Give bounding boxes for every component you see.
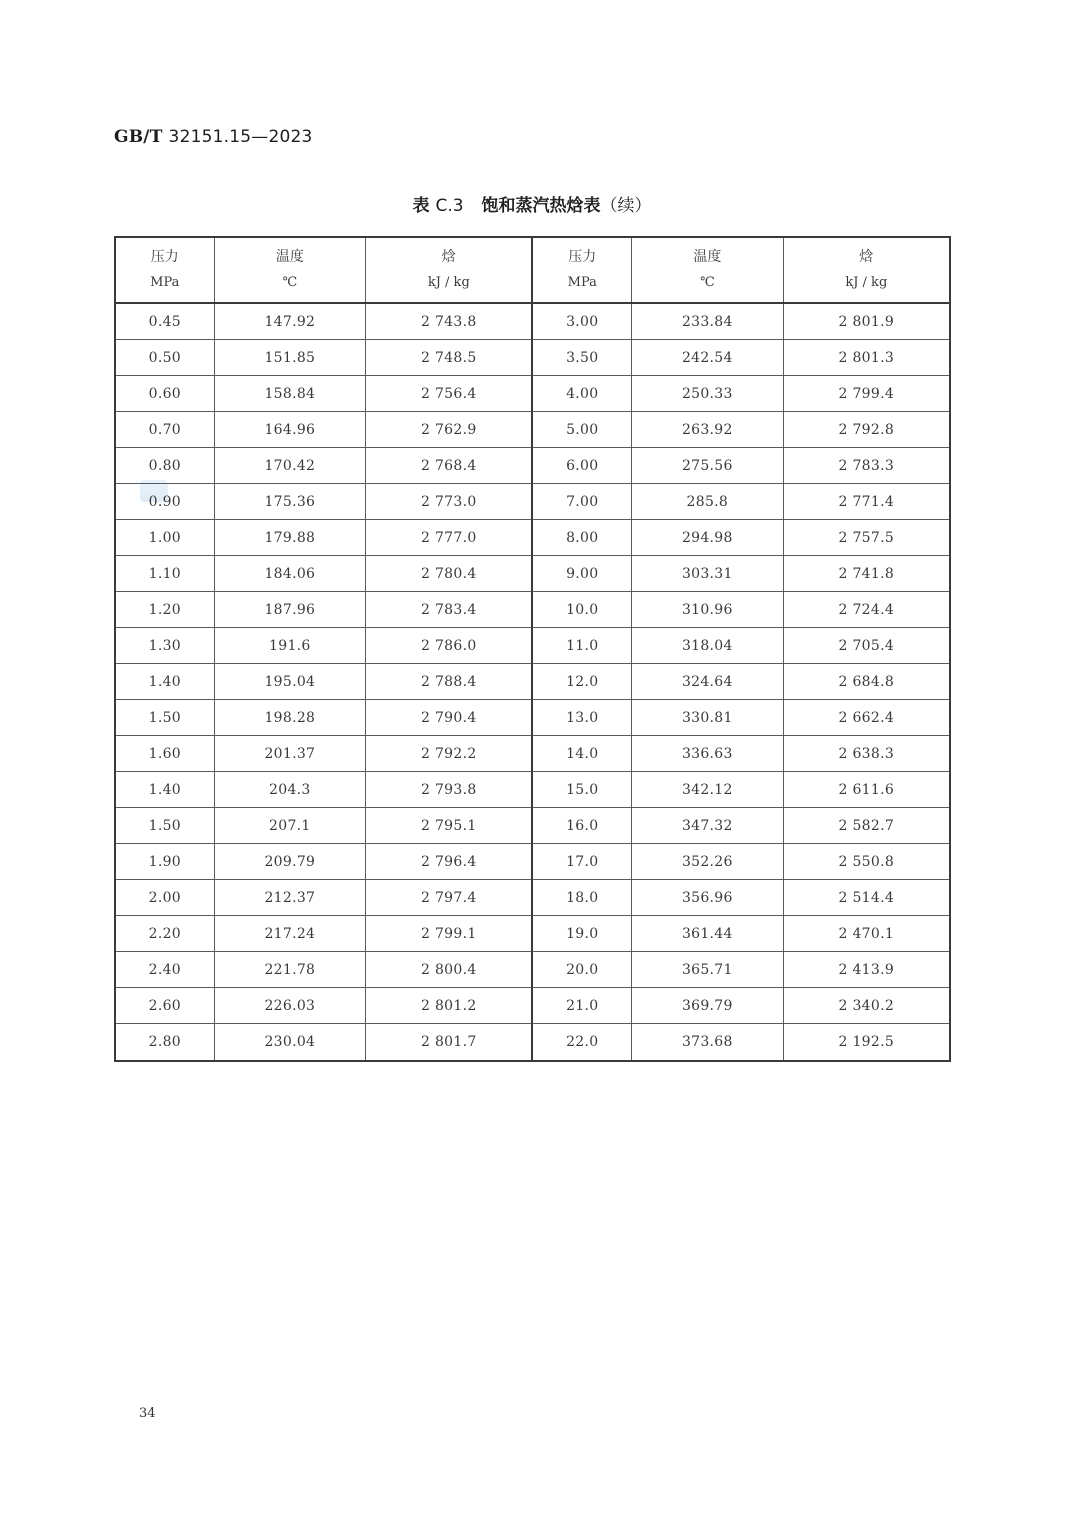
- table-cell: 191.6: [214, 628, 366, 664]
- table-cell: 0.60: [115, 376, 214, 412]
- table-row: [115, 952, 950, 988]
- table-cell: 0.45: [115, 303, 214, 340]
- table-row: [115, 303, 950, 340]
- table-cell: 5.00: [532, 412, 631, 448]
- table-row: [115, 484, 950, 520]
- table-cell: 1.40: [115, 772, 214, 808]
- table-cell: 2 783.3: [783, 448, 950, 484]
- standard-code: 32151.15—2023: [168, 127, 313, 147]
- table-cell: 10.0: [532, 592, 631, 628]
- table-cell: 2 768.4: [366, 448, 533, 484]
- table-cell: 209.79: [214, 844, 366, 880]
- table-cell: 2 796.4: [366, 844, 533, 880]
- table-cell: 151.85: [214, 340, 366, 376]
- table-cell: 294.98: [632, 520, 784, 556]
- table-cell: 3.50: [532, 340, 631, 376]
- table-cell: 184.06: [214, 556, 366, 592]
- table-row: [115, 340, 950, 376]
- table-row: [115, 988, 950, 1024]
- table-cell: 2 582.7: [783, 808, 950, 844]
- table-cell: 2 741.8: [783, 556, 950, 592]
- table-cell: 16.0: [532, 808, 631, 844]
- table-cell: 0.50: [115, 340, 214, 376]
- table-row: [115, 880, 950, 916]
- table-cell: 1.60: [115, 736, 214, 772]
- header-temperature: 温度 ℃: [214, 237, 366, 303]
- caption-number: C.3: [435, 196, 464, 216]
- table-cell: 2 801.2: [366, 988, 533, 1024]
- table-cell: 2 705.4: [783, 628, 950, 664]
- table-cell: 361.44: [632, 916, 784, 952]
- table-cell: 11.0: [532, 628, 631, 664]
- table-cell: 4.00: [532, 376, 631, 412]
- table-cell: 2.60: [115, 988, 214, 1024]
- table-cell: 2 611.6: [783, 772, 950, 808]
- table-cell: 2 638.3: [783, 736, 950, 772]
- table-row: [115, 700, 950, 736]
- table-cell: 2 801.7: [366, 1024, 533, 1062]
- table-cell: 2 748.5: [366, 340, 533, 376]
- table-cell: 217.24: [214, 916, 366, 952]
- table-cell: 330.81: [632, 700, 784, 736]
- table-cell: 7.00: [532, 484, 631, 520]
- table-header-row: [115, 237, 950, 303]
- standard-prefix: GB/T: [114, 127, 163, 147]
- table-cell: 3.00: [532, 303, 631, 340]
- header-enthalpy-2: 焓 kJ / kg: [783, 237, 950, 303]
- table-cell: 2.40: [115, 952, 214, 988]
- header-temperature-2: 温度 ℃: [632, 237, 784, 303]
- table-cell: 6.00: [532, 448, 631, 484]
- table-body: [115, 303, 950, 1061]
- table-cell: 275.56: [632, 448, 784, 484]
- table-row: [115, 520, 950, 556]
- table-cell: 2 795.1: [366, 808, 533, 844]
- table-cell: 195.04: [214, 664, 366, 700]
- table-cell: 20.0: [532, 952, 631, 988]
- table-cell: 158.84: [214, 376, 366, 412]
- table-cell: 198.28: [214, 700, 366, 736]
- table-cell: 369.79: [632, 988, 784, 1024]
- table-cell: 2 780.4: [366, 556, 533, 592]
- table-cell: 2 790.4: [366, 700, 533, 736]
- caption-label: 表: [412, 196, 430, 216]
- table-cell: 221.78: [214, 952, 366, 988]
- table-cell: 18.0: [532, 880, 631, 916]
- table-cell: 2 799.4: [783, 376, 950, 412]
- table-cell: 303.31: [632, 556, 784, 592]
- table-cell: 2 792.2: [366, 736, 533, 772]
- table-row: [115, 916, 950, 952]
- table-cell: 207.1: [214, 808, 366, 844]
- table-cell: 342.12: [632, 772, 784, 808]
- table-cell: 250.33: [632, 376, 784, 412]
- table-cell: 2.80: [115, 1024, 214, 1062]
- table-cell: 212.37: [214, 880, 366, 916]
- table-cell: 230.04: [214, 1024, 366, 1062]
- table-cell: 2.20: [115, 916, 214, 952]
- table-cell: 2 762.9: [366, 412, 533, 448]
- table-cell: 347.32: [632, 808, 784, 844]
- header-enthalpy: 焓 kJ / kg: [366, 237, 533, 303]
- table-cell: 2 470.1: [783, 916, 950, 952]
- table-row: [115, 628, 950, 664]
- table-cell: 356.96: [632, 880, 784, 916]
- table-cell: 147.92: [214, 303, 366, 340]
- table-cell: 1.90: [115, 844, 214, 880]
- table-cell: 179.88: [214, 520, 366, 556]
- table-row: [115, 448, 950, 484]
- table-row: [115, 376, 950, 412]
- table-cell: 336.63: [632, 736, 784, 772]
- table-cell: 204.3: [214, 772, 366, 808]
- table-row: [115, 556, 950, 592]
- table-row: [115, 844, 950, 880]
- table-cell: 14.0: [532, 736, 631, 772]
- table-cell: 2.00: [115, 880, 214, 916]
- table-cell: 2 793.8: [366, 772, 533, 808]
- table-cell: 2 757.5: [783, 520, 950, 556]
- table-cell: 170.42: [214, 448, 366, 484]
- table-cell: 2 788.4: [366, 664, 533, 700]
- table-cell: 1.40: [115, 664, 214, 700]
- table-cell: 22.0: [532, 1024, 631, 1062]
- table-cell: 2 800.4: [366, 952, 533, 988]
- table-cell: 187.96: [214, 592, 366, 628]
- table-cell: 1.50: [115, 808, 214, 844]
- table-cell: 1.20: [115, 592, 214, 628]
- table-cell: 1.30: [115, 628, 214, 664]
- table-cell: 1.10: [115, 556, 214, 592]
- table-cell: 2 724.4: [783, 592, 950, 628]
- header-pressure-2: 压力 MPa: [532, 237, 631, 303]
- table-cell: 17.0: [532, 844, 631, 880]
- table-cell: 12.0: [532, 664, 631, 700]
- table-cell: 2 413.9: [783, 952, 950, 988]
- table-cell: 0.90: [115, 484, 214, 520]
- table-cell: 318.04: [632, 628, 784, 664]
- table-cell: 15.0: [532, 772, 631, 808]
- table-caption: [0, 191, 1064, 216]
- table-cell: 2 797.4: [366, 880, 533, 916]
- table-cell: 2 777.0: [366, 520, 533, 556]
- page-number: 34: [139, 1406, 156, 1421]
- table-cell: 2 783.4: [366, 592, 533, 628]
- table-cell: 2 340.2: [783, 988, 950, 1024]
- table-cell: 2 771.4: [783, 484, 950, 520]
- table-row: [115, 772, 950, 808]
- table-cell: 285.8: [632, 484, 784, 520]
- table-cell: 9.00: [532, 556, 631, 592]
- table-cell: 2 550.8: [783, 844, 950, 880]
- table-row: [115, 736, 950, 772]
- table-cell: 2 743.8: [366, 303, 533, 340]
- table-cell: 2 662.4: [783, 700, 950, 736]
- table-cell: 2 801.9: [783, 303, 950, 340]
- table-cell: 19.0: [532, 916, 631, 952]
- table-cell: 233.84: [632, 303, 784, 340]
- standard-number: [114, 127, 313, 147]
- table-cell: 226.03: [214, 988, 366, 1024]
- table-cell: 13.0: [532, 700, 631, 736]
- table-cell: 2 684.8: [783, 664, 950, 700]
- table-cell: 0.70: [115, 412, 214, 448]
- table-cell: 242.54: [632, 340, 784, 376]
- table-cell: 2 799.1: [366, 916, 533, 952]
- table-cell: 21.0: [532, 988, 631, 1024]
- table-cell: 2 773.0: [366, 484, 533, 520]
- table-cell: 175.36: [214, 484, 366, 520]
- table-row: [115, 808, 950, 844]
- table-cell: 2 756.4: [366, 376, 533, 412]
- table-cell: 365.71: [632, 952, 784, 988]
- table-cell: 263.92: [632, 412, 784, 448]
- table-cell: 201.37: [214, 736, 366, 772]
- caption-continued: （续）: [600, 196, 652, 216]
- table-row: [115, 412, 950, 448]
- table-cell: 2 786.0: [366, 628, 533, 664]
- table-cell: 310.96: [632, 592, 784, 628]
- header-pressure: 压力 MPa: [115, 237, 214, 303]
- table-cell: 0.80: [115, 448, 214, 484]
- table-row: [115, 664, 950, 700]
- table-row: [115, 592, 950, 628]
- table-cell: 373.68: [632, 1024, 784, 1062]
- table-cell: 1.00: [115, 520, 214, 556]
- table-cell: 1.50: [115, 700, 214, 736]
- table-cell: 352.26: [632, 844, 784, 880]
- table-cell: 2 192.5: [783, 1024, 950, 1062]
- caption-title: 饱和蒸汽热焓表: [481, 196, 601, 216]
- steam-enthalpy-table: [114, 236, 951, 1062]
- table-cell: 164.96: [214, 412, 366, 448]
- table-cell: 2 792.8: [783, 412, 950, 448]
- table-cell: 2 514.4: [783, 880, 950, 916]
- table-cell: 324.64: [632, 664, 784, 700]
- table-cell: 8.00: [532, 520, 631, 556]
- table-cell: 2 801.3: [783, 340, 950, 376]
- table-row: [115, 1024, 950, 1062]
